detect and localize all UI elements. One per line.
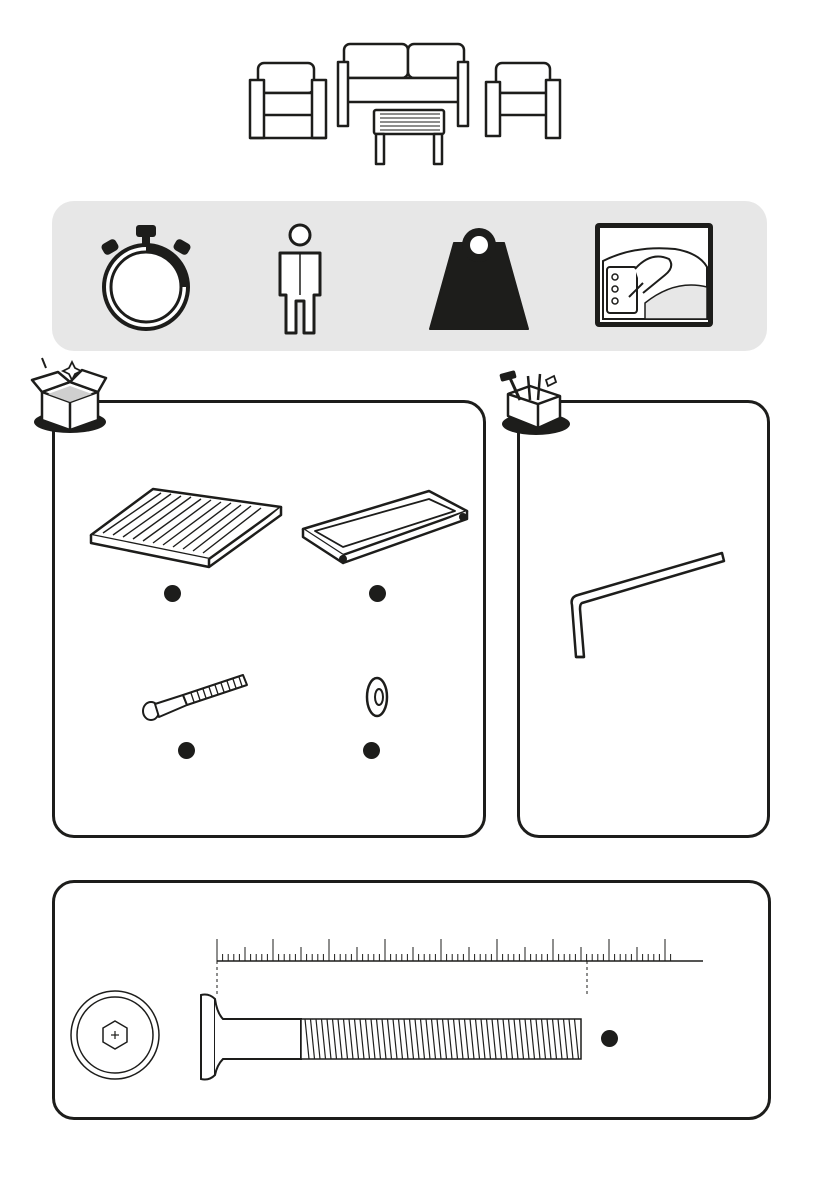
tools-panel [517,400,770,838]
ruler-icon [213,935,703,969]
part-marker [369,585,386,602]
washer-icon [361,673,393,721]
stopwatch-icon [92,223,202,333]
toolbox-icon [494,370,570,432]
furniture-set-illustration [240,38,580,173]
open-box-icon [28,358,104,420]
base-frame-icon [299,483,471,565]
furniture-set-icon [240,38,580,173]
instructions-reading-icon [595,223,705,333]
bolt-head-icon [69,989,161,1081]
part-marker [178,742,195,759]
allen-key-icon [556,547,726,663]
scale-panel [52,880,771,1120]
parts-panel [52,400,486,838]
bolt-icon [139,671,249,721]
part-marker [164,585,181,602]
bolt-actual-size-icon [197,989,587,1085]
part-marker [601,1030,618,1047]
person-icon [252,223,362,333]
table-top-icon [83,485,283,565]
part-marker [363,742,380,759]
info-band [52,201,767,351]
weight-icon [424,223,534,333]
